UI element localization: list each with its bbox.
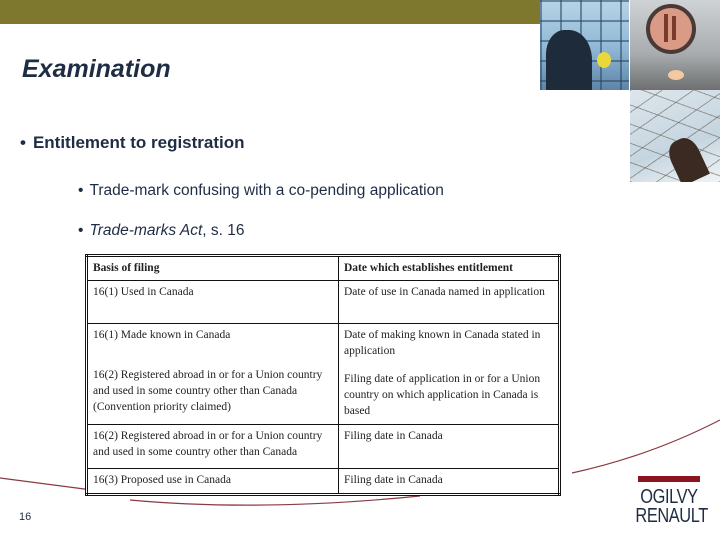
circuit-chip-machine-photo: [630, 0, 720, 90]
bullet-dot-icon: •: [78, 182, 84, 199]
section-ref: , s. 16: [202, 222, 245, 239]
cell-date: [339, 324, 560, 425]
header-accent-bar: [0, 0, 540, 24]
cell-date: Filing date in Canada: [339, 425, 560, 469]
table-row: [87, 281, 560, 324]
header-photo-collage: [538, 0, 720, 182]
bullet-entitlement: [20, 133, 245, 153]
ogilvy-renault-logo: [628, 476, 710, 526]
cell-date-part1: Date of making known in Canada stated in application: [344, 329, 541, 357]
table-row-merged: [87, 324, 560, 425]
cell-date: Date of use in Canada named in application: [339, 281, 560, 324]
cell-basis-part2: 16(2) Registered abroad in or for a Union country and used in some country other than Canada (Convention priority claimed): [93, 369, 323, 413]
table-header-row: [87, 256, 560, 281]
sub-bullet-confusing: [78, 182, 444, 200]
sub-bullet-act-reference: [78, 222, 244, 240]
page-number: 16: [19, 511, 32, 523]
bullet-text: Trade-mark confusing with a co-pending application: [89, 182, 444, 199]
cell-date-part2: Filing date of application in or for a Union country on which application in Canada is based: [344, 373, 541, 417]
geodesic-dome-hands-photo: [630, 90, 720, 182]
logo-line-1: OGILVY: [640, 486, 698, 508]
bullet-dot-icon: •: [78, 222, 84, 239]
entitlement-table: [85, 254, 561, 496]
act-name: Trade-marks Act: [89, 222, 203, 239]
table-row: [87, 425, 560, 469]
bullet-dot-icon: •: [20, 133, 26, 152]
cell-basis: 16(2) Registered abroad in or for a Union country and used in some country other than Canada: [87, 425, 339, 469]
cell-basis: [87, 324, 339, 425]
column-header-basis: Basis of filing: [87, 256, 339, 281]
scientist-with-flask-photo: [540, 0, 629, 90]
logo-line-2: RENAULT: [635, 505, 708, 527]
cell-basis: 16(3) Proposed use in Canada: [87, 469, 339, 495]
cell-date: Filing date in Canada: [339, 469, 560, 495]
logo-accent-bar: [638, 476, 700, 482]
column-header-date: Date which establishes entitlement: [339, 256, 560, 281]
bullet-text: Entitlement to registration: [32, 133, 245, 152]
cell-basis-part1: 16(1) Made known in Canada: [93, 329, 231, 341]
cell-basis: 16(1) Used in Canada: [87, 281, 339, 324]
slide-title: Examination: [22, 55, 171, 83]
table-row: [87, 469, 560, 495]
